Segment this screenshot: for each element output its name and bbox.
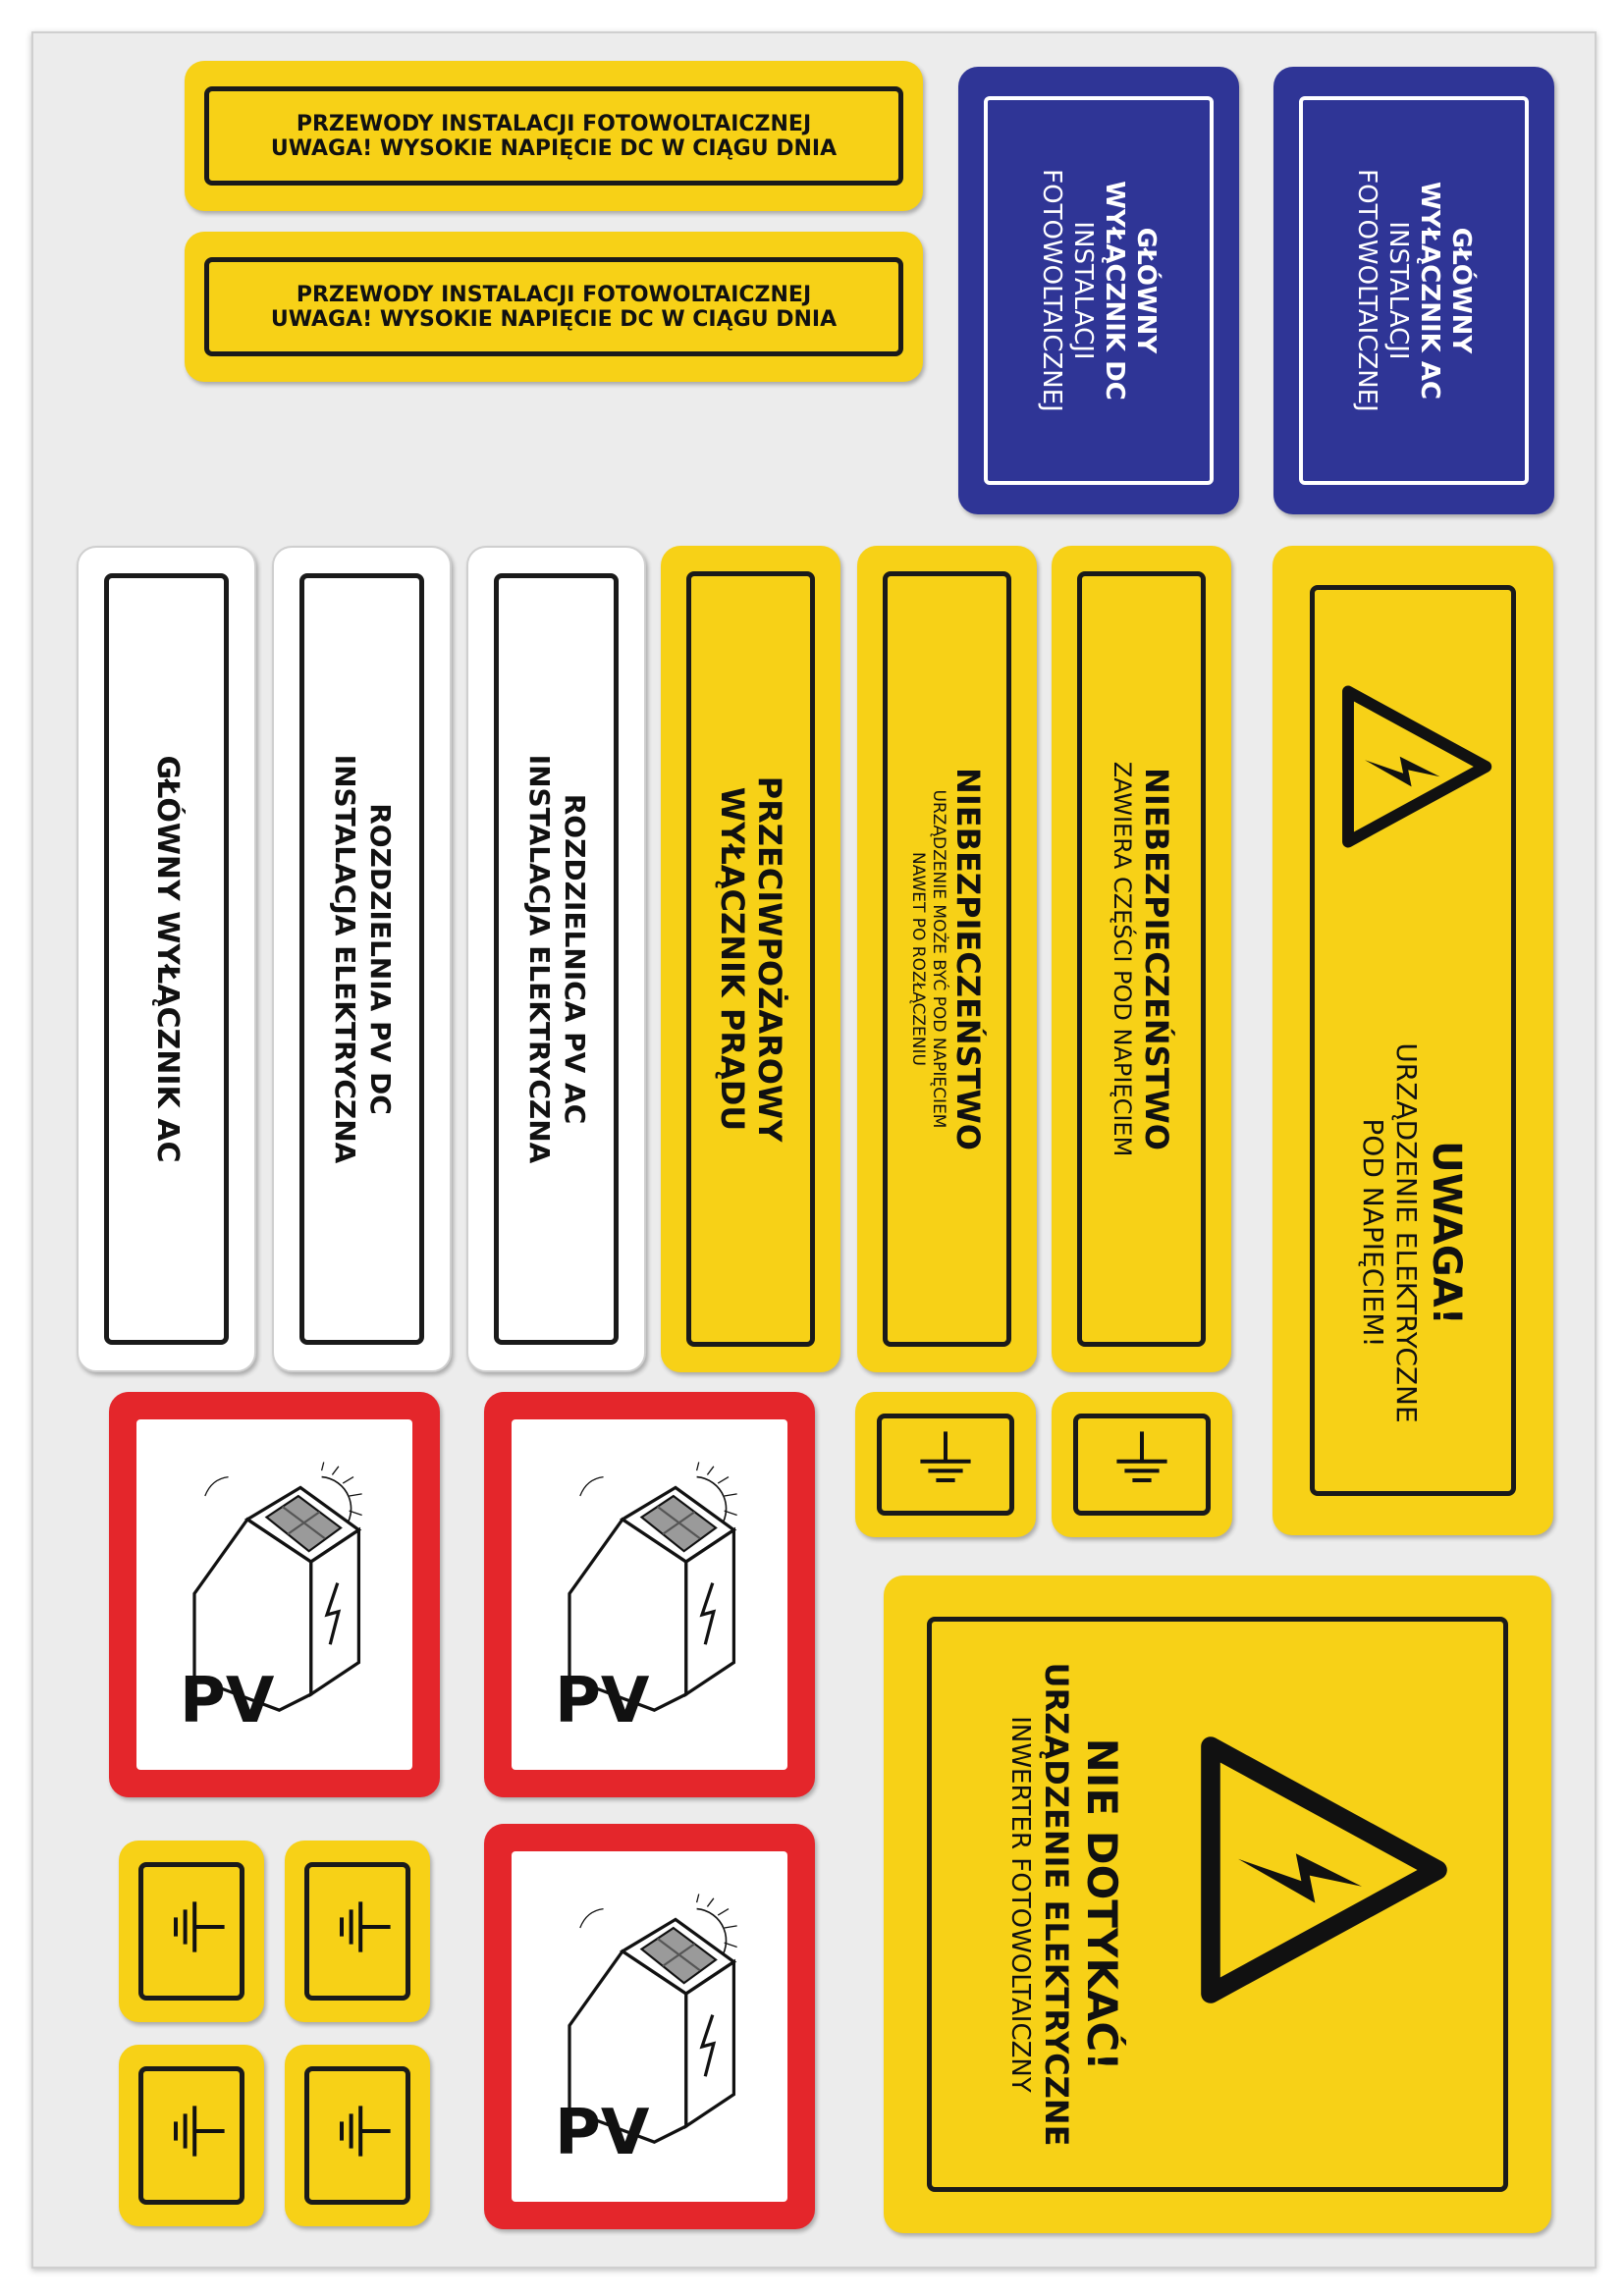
danger-subtitle: NAWET PO ROZŁĄCZENIU: [907, 852, 928, 1066]
blue-label-line: INSTALACJI: [1383, 221, 1413, 360]
ground-symbol-icon: [152, 2092, 231, 2170]
ground-symbol-icon: [152, 1888, 231, 1966]
pv-ac-distribution-label: [466, 546, 646, 1372]
blue-label-line: GŁÓWNY: [1446, 227, 1476, 354]
cable-label-line2: UWAGA! WYSOKIE NAPIĘCIE DC W CIĄGU DNIA: [270, 306, 838, 332]
blue-label-line: GŁÓWNY: [1131, 227, 1161, 354]
high-voltage-triangle-icon: [1183, 1733, 1458, 2007]
electric-warning-label: [1272, 546, 1553, 1535]
pv-text: PV: [180, 1665, 275, 1737]
pv-label: [484, 1824, 815, 2229]
warning-title: UWAGA!: [1424, 1141, 1469, 1325]
ground-label: [119, 2045, 264, 2226]
ground-symbol-icon: [318, 2092, 397, 2170]
ground-label: [285, 1841, 430, 2022]
danger-subtitle: ZAWIERA CZĘŚCI POD NAPIĘCIEM: [1108, 761, 1136, 1157]
fire-switch-line: WYŁĄCZNIK PRĄDU: [713, 786, 751, 1132]
blue-label-line: FOTOWOLTAICZNEJ: [1352, 169, 1381, 412]
white-label-line: ROZDZIELNICA PV AC: [558, 793, 591, 1125]
warning-subtitle: POD NAPIĘCIEM!: [1357, 1118, 1389, 1348]
pv-label: [484, 1392, 815, 1797]
blue-label-line: INSTALACJI: [1068, 221, 1098, 360]
inverter-title: NIE DOTYKAĆ!: [1078, 1737, 1126, 2071]
ground-label: [285, 2045, 430, 2226]
cable-label-line1: PRZEWODY INSTALACJI FOTOWOLTAICZNEJ: [296, 111, 812, 136]
blue-label-line: WYŁĄCZNIK AC: [1415, 181, 1444, 400]
fire-switch-label: [661, 546, 840, 1372]
cable-warning-label: [185, 232, 923, 382]
danger-subtitle: URZĄDZENIE MOŻE BYĆ POD NAPIĘCIEM: [928, 789, 948, 1129]
pv-text: PV: [555, 2097, 650, 2169]
main-dc-switch-label: [958, 67, 1239, 514]
inverter-warning-label: [884, 1575, 1551, 2233]
white-label-line: INSTALACJA ELEKTRYCZNA: [328, 754, 361, 1164]
pv-label: [109, 1392, 440, 1797]
inverter-subtitle: INWERTER FOTOWOLTAICZNY: [1005, 1716, 1035, 2093]
ground-label: [1052, 1392, 1232, 1537]
main-ac-switch-label: [1273, 67, 1554, 514]
ground-symbol-icon: [1103, 1425, 1181, 1504]
high-voltage-triangle-icon: [1331, 683, 1498, 850]
danger-title: NIEBEZPIECZEŃSTWO: [948, 768, 987, 1150]
white-label-line: GŁÓWNY WYŁĄCZNIK AC: [149, 755, 185, 1163]
white-label-line: INSTALACJA ELEKTRYCZNA: [522, 754, 556, 1164]
ground-symbol-icon: [318, 1888, 397, 1966]
white-label-line: ROZDZIELNIA PV DC: [363, 803, 397, 1115]
pv-text: PV: [555, 1665, 650, 1737]
inverter-subtitle: URZĄDZENIE ELEKTRYCZNE: [1038, 1662, 1075, 2147]
warning-subtitle: URZĄDZENIE ELEKTRYCZNE: [1390, 1042, 1423, 1423]
danger-label: [1052, 546, 1231, 1372]
cable-label-line1: PRZEWODY INSTALACJI FOTOWOLTAICZNEJ: [296, 282, 812, 307]
main-ac-switch-white-label: [77, 546, 256, 1372]
ground-symbol-icon: [906, 1425, 985, 1504]
pv-dc-distribution-label: [272, 546, 452, 1372]
danger-label: [857, 546, 1037, 1372]
ground-label: [855, 1392, 1036, 1537]
ground-label: [119, 1841, 264, 2022]
danger-title: NIEBEZPIECZEŃSTWO: [1137, 768, 1175, 1150]
cable-label-line2: UWAGA! WYSOKIE NAPIĘCIE DC W CIĄGU DNIA: [270, 135, 838, 161]
blue-label-line: FOTOWOLTAICZNEJ: [1037, 169, 1066, 412]
blue-label-line: WYŁĄCZNIK DC: [1100, 181, 1129, 400]
fire-switch-line: PRZECIWPOŻAROWY: [750, 775, 788, 1143]
cable-warning-label: [185, 61, 923, 211]
